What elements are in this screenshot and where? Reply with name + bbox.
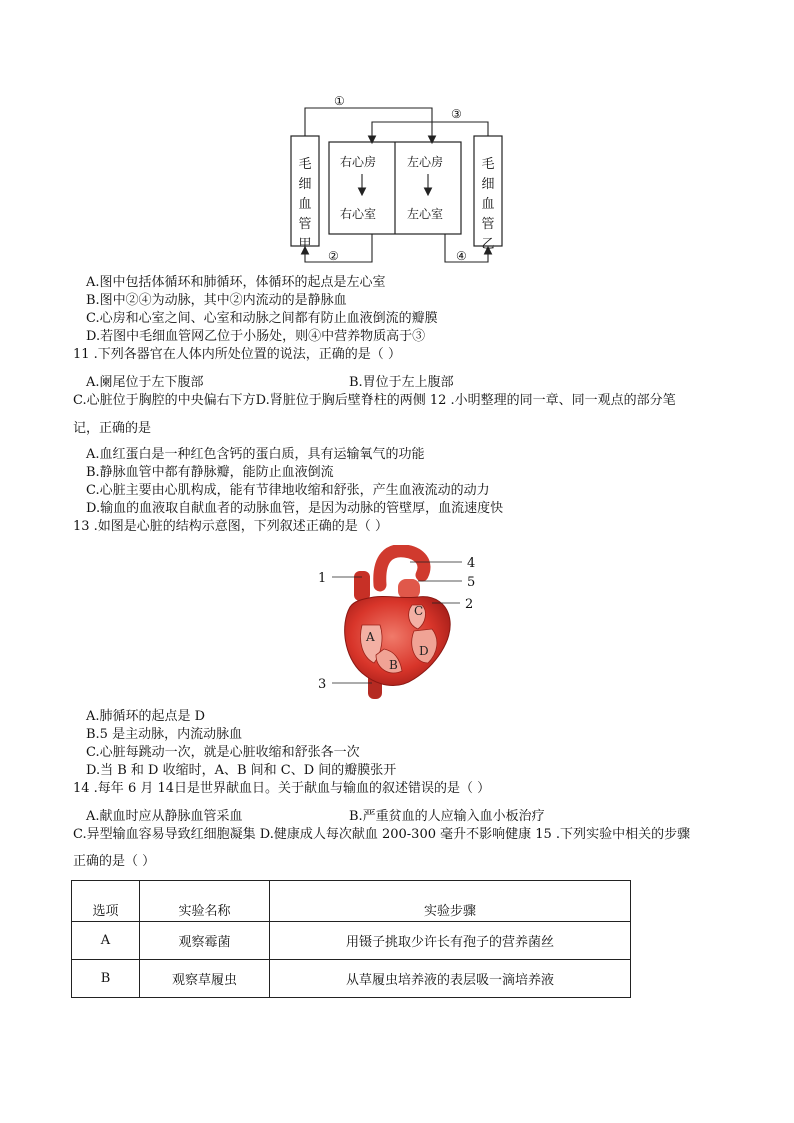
heart-label-2: 2 [465, 597, 474, 612]
cap-jia-char: 管 [298, 217, 312, 232]
chamber-c-label: C [414, 604, 424, 618]
capillary-jia-label [298, 157, 311, 252]
vena-cava-top [354, 571, 370, 601]
table-header-row [72, 881, 631, 922]
pulmonary-trunk [398, 579, 420, 599]
heart-label-3: 3 [318, 677, 327, 692]
header-experiment-steps: 实验步骤 [270, 881, 631, 922]
chamber-a-label: A [366, 630, 375, 644]
heart-label-1: 1 [318, 571, 327, 586]
row-a-option: A [72, 922, 140, 960]
q15-stem-cont: 正确的是（ ） [73, 854, 156, 869]
left-atrium-label: 左心房 [407, 155, 444, 169]
cap-jia-char: 血 [298, 197, 312, 212]
q13-option-a: A.肺循环的起点是 D [86, 709, 206, 724]
q14-stem: 14 .每年 6 月 14日是世界献血日。关于献血与输血的叙述错误的是（ ） [73, 781, 491, 796]
circulation-diagram [280, 90, 510, 270]
row-b-steps: 从草履虫培养液的表层吸一滴培养液 [270, 960, 631, 998]
cap-jia-char: 毛 [298, 157, 312, 172]
table-row [72, 922, 631, 960]
row-a-steps: 用镊子挑取少许长有孢子的营养菌丝 [270, 922, 631, 960]
marker-2: ② [328, 249, 339, 263]
q12-option-d: D.输血的血液取自献血者的动脉血管，是因为动脉的管壁厚，血流速度快 [86, 501, 504, 516]
q12-stem-cont: 记，正确的是 [73, 421, 152, 436]
header-experiment-name: 实验名称 [140, 881, 270, 922]
heart-label-5: 5 [467, 575, 476, 590]
q12-option-b: B.静脉血管中都有静脉瓣，能防止血液倒流 [86, 465, 334, 480]
q11-option-a: A.阑尾位于左下腹部 [86, 375, 204, 390]
capillary-yi-label [481, 157, 494, 252]
marker-3: ③ [451, 107, 462, 121]
marker-4: ④ [456, 249, 467, 263]
q12-option-a: A.血红蛋白是一种红色含钙的蛋白质，具有运输氧气的功能 [86, 447, 425, 462]
q13-option-b: B.5 是主动脉，内流动脉血 [86, 727, 243, 742]
q10-option-a: A.图中包括体循环和肺循环，体循环的起点是左心室 [86, 275, 386, 290]
cap-yi-char: 毛 [481, 157, 495, 172]
q10-option-c: C.心房和心室之间、心室和动脉之间都有防止血液倒流的瓣膜 [86, 311, 438, 326]
cap-jia-char: 细 [298, 177, 312, 192]
q14-option-a: A.献血时应从静脉血管采血 [86, 809, 243, 824]
q12-option-c: C.心脏主要由心肌构成，能有节律地收缩和舒张，产生血液流动的动力 [86, 483, 490, 498]
q10-option-b: B.图中②④为动脉，其中②内流动的是静脉血 [86, 293, 347, 308]
right-atrium-label: 右心房 [340, 155, 377, 169]
q11-option-b: B.胃位于左上腹部 [349, 375, 454, 390]
cap-jia-char: 甲 [298, 237, 312, 252]
chamber-b-label: B [389, 658, 398, 672]
q10-option-d: D.若图中毛细血管网乙位于小肠处，则④中营养物质高于③ [86, 329, 426, 344]
cap-yi-char: 细 [481, 177, 495, 192]
q14-option-b: B.严重贫血的人应输入血小板治疗 [349, 809, 545, 824]
q11-option-cd-q12-stem: C.心脏位于胸腔的中央偏右下方D.肾脏位于胸后壁脊柱的两侧 12 .小明整理的同一章、同一观点的部分笔 [73, 393, 676, 408]
chamber-d-label: D [419, 644, 429, 658]
q14-option-cd-q15-stem: C.异型输血容易导致红细胞凝集 D.健康成人每次献血 200-300 毫升不影响健康 15 .下列实验中相关的步骤 [73, 827, 691, 842]
right-ventricle-label: 右心室 [340, 207, 377, 221]
q13-stem: 13 .如图是心脏的结构示意图，下列叙述正确的是（ ） [73, 519, 388, 534]
heart-label-4: 4 [467, 556, 476, 571]
q15-table [71, 880, 631, 998]
q13-option-d: D.当 B 和 D 收缩时，A、B 间和 C、D 间的瓣膜张开 [86, 763, 397, 778]
row-b-name: 观察草履虫 [140, 960, 270, 998]
table-row [72, 960, 631, 998]
aorta-shape [380, 551, 424, 585]
q13-option-c: C.心脏每跳动一次，就是心脏收缩和舒张各一次 [86, 745, 360, 760]
left-ventricle-label: 左心室 [407, 207, 444, 221]
header-option: 选项 [72, 881, 140, 922]
row-b-option: B [72, 960, 140, 998]
cap-yi-char: 乙 [481, 237, 495, 252]
marker-1: ① [334, 94, 345, 108]
cap-yi-char: 管 [481, 217, 495, 232]
cap-yi-char: 血 [481, 197, 495, 212]
row-a-name: 观察霉菌 [140, 922, 270, 960]
q11-stem: 11 .下列各器官在人体内所处位置的说法，正确的是（ ） [73, 347, 401, 362]
heart-diagram [310, 545, 490, 705]
